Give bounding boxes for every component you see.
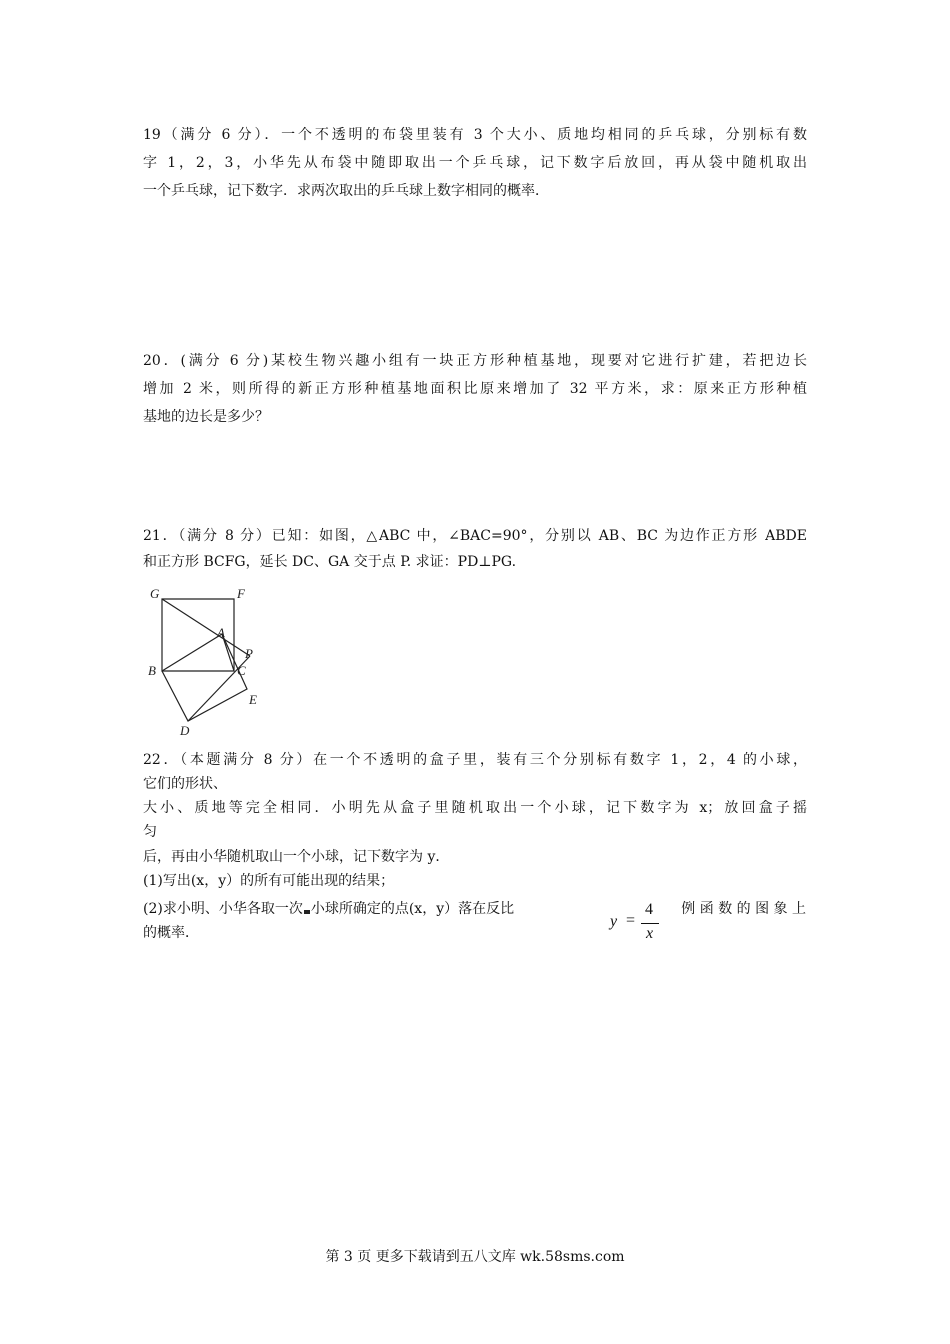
q20-line-1: 20．(满分 6 分)某校生物兴趣小组有一块正方形种植基地，现要对它进行扩建，若把边长	[143, 353, 807, 369]
page-footer: 第 3 页 更多下载请到五八文库 wk.58sms.com	[325, 1249, 625, 1265]
q19-line-3: 一个乒乓球，记下数字．求两次取出的乒乓球上数字相同的概率．	[143, 183, 549, 199]
formula-y: y	[610, 913, 618, 930]
q22-line-4: 匀	[143, 824, 157, 840]
formula-denominator: x	[646, 925, 654, 942]
label-d: D	[180, 723, 190, 738]
q22-line-3: 大小、质地等完全相同．小明先从盒子里随机取出一个小球，记下数字为 x；放回盒子摇	[143, 800, 807, 816]
label-f: F	[237, 586, 245, 601]
formula-equals: =	[626, 912, 636, 929]
label-e: E	[249, 692, 257, 707]
q22-part-1: (1)写出(x，y）的所有可能出现的结果；	[143, 873, 395, 889]
q22-line-2: 它们的形状、	[143, 776, 227, 792]
label-c: C	[237, 663, 246, 678]
formula-numerator: 4	[645, 901, 653, 918]
line-ga-extended	[162, 599, 250, 656]
geometry-figure	[140, 582, 270, 742]
fraction-bar	[641, 923, 659, 924]
small-mark-icon	[304, 910, 310, 914]
inverse-proportion-formula	[608, 900, 668, 946]
q20-line-2: 增加 2 米，则所得的新正方形种植基地面积比原来增加了 32 平方米，求：原来正方形种植	[143, 381, 807, 397]
q21-line-2: 和正方形 BCFG，延长 DC、GA 交于点 P. 求证：PD⊥PG.	[143, 554, 517, 570]
q22-part-2-c: 例 函 数 的 图 象 上	[681, 901, 806, 917]
label-p: P	[245, 646, 253, 661]
q21-line-1: 21．（满分 8 分）已知：如图，△ABC 中，∠BAC=90°，分别以 AB、BC 为边作正方形 ABDE	[143, 528, 807, 544]
label-b: B	[148, 663, 156, 678]
q22-part-2-b: 小球所确定的点(x，y）落在反比	[310, 901, 515, 917]
label-a: A	[217, 625, 225, 640]
q22-part-2	[143, 899, 603, 919]
q22-line-1: 22．（本题满分 8 分）在一个不透明的盒子里，装有三个分别标有数字 1，2，4 的小球，	[143, 752, 807, 768]
q19-line-2: 字 1，2，3，小华先从布袋中随即取出一个乒乓球，记下数字后放回，再从袋中随机取出	[143, 155, 807, 171]
q19-line-1: 19（满分 6 分）．一个不透明的布袋里装有 3 个大小、质地均相同的乒乓球，分别标有数	[143, 127, 807, 143]
side-ab	[162, 634, 222, 671]
q22-part-2-end: 的概率．	[143, 925, 199, 941]
q22-part-2-a: (2)求小明、小华各取一次	[143, 901, 303, 917]
q22-line-5: 后，再由小华随机取山一个小球，记下数字为 y．	[143, 849, 450, 865]
q20-line-3: 基地的边长是多少？	[143, 409, 269, 425]
label-g: G	[150, 586, 160, 601]
